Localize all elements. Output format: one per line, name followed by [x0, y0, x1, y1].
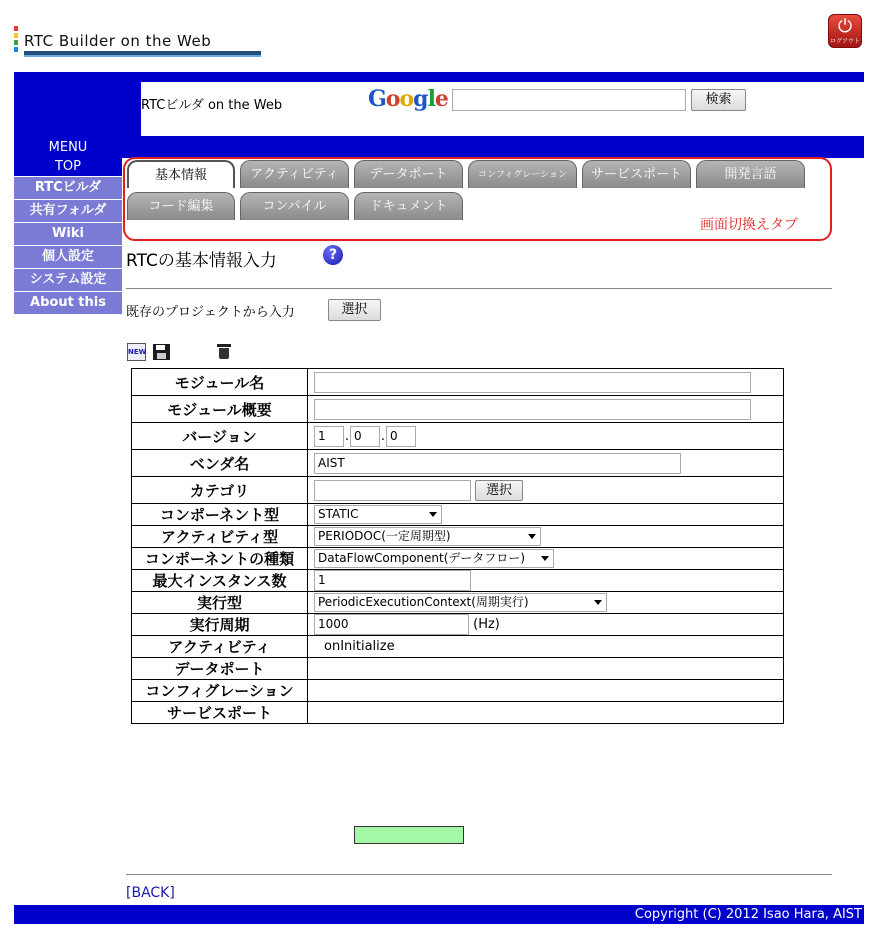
- sidebar-item-rtc-builder[interactable]: RTCビルダ: [14, 176, 122, 199]
- form-row-category: [132, 477, 784, 504]
- page-title: RTCの基本情報入力: [126, 251, 277, 271]
- form-row-configuration: [132, 680, 784, 702]
- tab-basic-info[interactable]: 基本情報: [127, 160, 235, 188]
- tab-serviceport[interactable]: サービスポート: [582, 160, 691, 188]
- vendor-input[interactable]: AIST: [314, 453, 681, 474]
- footer-copyright: Copyright (C) 2012 Isao Hara, AIST: [14, 905, 864, 924]
- max-instances-input[interactable]: 1: [314, 570, 471, 591]
- activity-type-label: アクティビティ型: [132, 526, 308, 548]
- module-name-label: モジュール名: [132, 369, 308, 396]
- tab-activity[interactable]: アクティビティ: [240, 160, 349, 188]
- sidebar-item-wiki[interactable]: Wiki: [14, 222, 122, 245]
- form-row-dataport: [132, 658, 784, 680]
- sidebar-item-system-settings[interactable]: システム設定: [14, 268, 122, 291]
- tab-document[interactable]: ドキュメント: [354, 192, 463, 220]
- exec-rate-unit: (Hz): [473, 617, 500, 632]
- exec-type-select[interactable]: [314, 593, 607, 612]
- configuration-label: コンフィグレーション: [132, 680, 308, 702]
- module-desc-input[interactable]: [314, 399, 751, 420]
- divider-top: [126, 288, 832, 289]
- power-icon: ⏻: [837, 16, 853, 37]
- divider-bottom: [126, 874, 832, 875]
- activity-type-value: PERIODOC(一定周期型): [318, 529, 451, 543]
- logout-button[interactable]: [828, 14, 862, 48]
- google-logo: Google: [368, 86, 448, 112]
- version-minor-input[interactable]: 0: [350, 426, 380, 447]
- sidebar-top[interactable]: TOP: [14, 158, 122, 176]
- trash-icon[interactable]: [217, 343, 231, 360]
- serviceport-label: サービスポート: [132, 702, 308, 724]
- version-major-input[interactable]: 1: [314, 426, 344, 447]
- back-link[interactable]: [BACK]: [126, 885, 175, 901]
- component-type-select[interactable]: [314, 505, 442, 524]
- existing-project-select-button[interactable]: 選択: [328, 299, 381, 321]
- form-row-version: [132, 423, 784, 450]
- new-file-icon[interactable]: NEW: [127, 343, 146, 361]
- tab-code-edit[interactable]: コード編集: [127, 192, 235, 220]
- component-kind-label: コンポーネントの種類: [132, 548, 308, 570]
- form-row-vendor: [132, 450, 784, 477]
- save-icon[interactable]: [153, 344, 170, 360]
- form-row-activity-type: [132, 526, 784, 548]
- logo-text: RTC Builder on the Web: [24, 32, 212, 50]
- exec-rate-input[interactable]: 1000: [314, 614, 469, 635]
- activity-type-select[interactable]: [314, 527, 541, 546]
- chevron-down-icon: [594, 600, 602, 605]
- chevron-down-icon: [541, 556, 549, 561]
- module-name-input[interactable]: [314, 372, 751, 393]
- existing-project-label: 既存のプロジェクトから入力: [126, 305, 295, 320]
- tab-language[interactable]: 開発言語: [696, 160, 805, 188]
- chevron-down-icon: [528, 534, 536, 539]
- form-row-module-desc: [132, 396, 784, 423]
- help-icon[interactable]: ?: [323, 245, 343, 265]
- exec-type-label: 実行型: [132, 592, 308, 614]
- logo-bars: [14, 26, 18, 52]
- logout-label: ログアウト: [829, 38, 860, 45]
- dataport-label: データポート: [132, 658, 308, 680]
- exec-type-value: PeriodicExecutionContext(周期実行): [318, 595, 529, 609]
- category-label: カテゴリ: [132, 477, 308, 504]
- component-kind-select[interactable]: [314, 549, 554, 568]
- tab-compile[interactable]: コンパイル: [240, 192, 349, 220]
- tab-annotation: 画面切換えタブ: [700, 217, 798, 233]
- form-row-component-type: [132, 504, 784, 526]
- tab-configuration[interactable]: コンフィグレーション: [468, 160, 577, 188]
- form-row-module-name: [132, 369, 784, 396]
- version-patch-input[interactable]: 0: [386, 426, 416, 447]
- chevron-down-icon: [429, 512, 437, 517]
- form-row-max-instances: [132, 570, 784, 592]
- component-kind-value: DataFlowComponent(データフロー): [318, 551, 526, 565]
- form-row-serviceport: [132, 702, 784, 724]
- component-type-value: STATIC: [318, 507, 359, 521]
- sidebar-item-personal-settings[interactable]: 個人設定: [14, 245, 122, 268]
- sidebar-item-about[interactable]: About this: [14, 291, 122, 314]
- activity-label: アクティビティ: [132, 636, 308, 658]
- component-type-label: コンポーネント型: [132, 504, 308, 526]
- form-row-activity: [132, 636, 784, 658]
- version-separator: .: [344, 428, 350, 444]
- form-row-exec-rate: [132, 614, 784, 636]
- basic-info-form: [131, 368, 784, 724]
- search-input[interactable]: [452, 89, 686, 111]
- sidebar: [14, 158, 122, 314]
- category-select-button[interactable]: 選択: [475, 480, 523, 501]
- search-button[interactable]: 検索: [691, 89, 746, 111]
- exec-rate-label: 実行周期: [132, 614, 308, 636]
- menu-label: MENU: [48, 140, 88, 155]
- version-label: バージョン: [132, 423, 308, 450]
- form-row-component-kind: [132, 548, 784, 570]
- sidebar-item-shared-folder[interactable]: 共有フォルダ: [14, 199, 122, 222]
- site-name: RTCビルダ on the Web: [141, 98, 283, 113]
- activity-value: onInitialize: [324, 639, 395, 654]
- max-instances-label: 最大インスタンス数: [132, 570, 308, 592]
- form-row-exec-type: [132, 592, 784, 614]
- version-separator: .: [380, 428, 386, 444]
- generate-button[interactable]: [354, 826, 464, 844]
- tab-dataport[interactable]: データポート: [354, 160, 463, 188]
- category-input[interactable]: [314, 480, 471, 501]
- vendor-label: ベンダ名: [132, 450, 308, 477]
- module-desc-label: モジュール概要: [132, 396, 308, 423]
